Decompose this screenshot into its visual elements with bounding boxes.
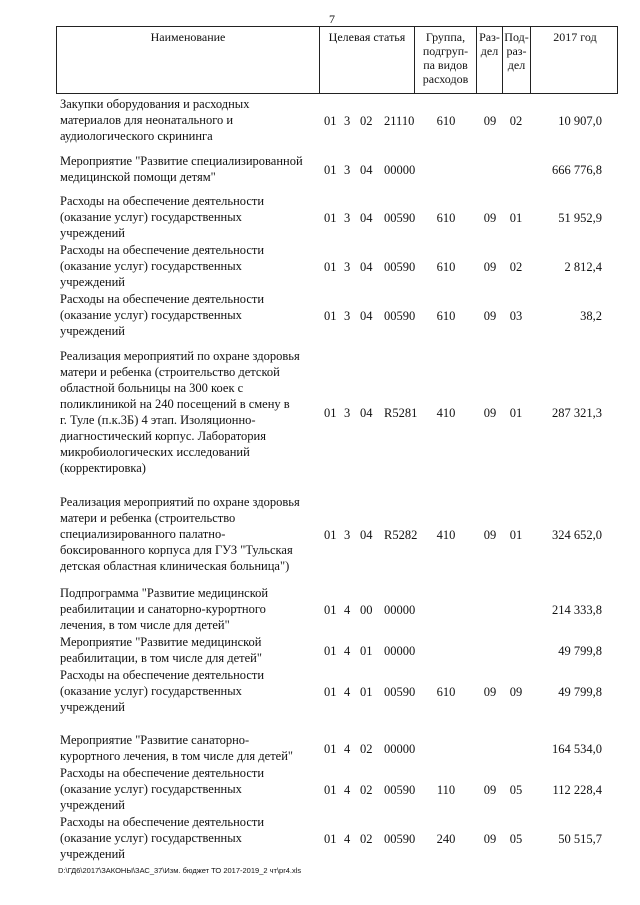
amount-2017: 50 515,7 [558, 832, 602, 846]
row-name-line: учреждений [60, 226, 125, 240]
section-code: 09 [483, 260, 497, 274]
row-name-line: Закупки оборудования и расходных [60, 97, 250, 111]
row-name-line: (оказание услуг) государственных [60, 308, 242, 322]
row-name-line: матери и ребенка (строительство [60, 511, 236, 525]
header-section-line: дел [480, 44, 499, 58]
row-name-line: г. Туле (п.к.3Б) 4 этап. Изоляционно- [60, 413, 256, 427]
row-name-line: медицинской помощи детям" [60, 170, 216, 184]
code-direction: 00000 [384, 742, 416, 756]
row-name [60, 667, 322, 715]
table-row [0, 634, 640, 666]
header-group-line: расходов [422, 72, 469, 86]
code-direction: 00590 [384, 211, 416, 225]
row-name-line: микробиологических исследований [60, 445, 250, 459]
header-subsection-line: Под- [504, 30, 529, 44]
header-year: 2017 год [530, 27, 619, 93]
subsection-code: 05 [509, 783, 523, 797]
code-program: 01 [324, 163, 337, 177]
row-name [60, 193, 322, 241]
table-row [0, 348, 640, 476]
expense-group: 410 [436, 528, 456, 542]
code-program: 01 [324, 603, 337, 617]
code-subprogram: 3 [344, 309, 351, 323]
row-name [60, 814, 322, 862]
subsection-code: 05 [509, 832, 523, 846]
section-code: 09 [483, 685, 497, 699]
expense-group: 610 [436, 211, 456, 225]
row-name-line: реабилитации, в том числе для детей" [60, 651, 262, 665]
code-program: 01 [324, 832, 337, 846]
code-event: 04 [360, 211, 373, 225]
row-name-line: матери и ребенка (строительство детской [60, 365, 280, 379]
amount-2017: 49 799,8 [558, 644, 602, 658]
row-name-line: боксированного корпуса для ГУЗ "Тульская [60, 543, 293, 557]
row-name [60, 494, 322, 574]
amount-2017: 38,2 [580, 309, 602, 323]
subsection-code: 09 [509, 685, 523, 699]
amount-2017: 666 776,8 [552, 163, 602, 177]
row-name-line: Расходы на обеспечение деятельности [60, 194, 265, 208]
row-name [60, 765, 322, 813]
code-direction: R5282 [384, 528, 418, 542]
header-name: Наименование [150, 30, 226, 44]
code-subprogram: 4 [344, 783, 351, 797]
table-row [0, 814, 640, 862]
subsection-code: 02 [509, 114, 523, 128]
header-expense-group [414, 27, 476, 93]
row-name-line: Мероприятие "Развитие специализированной [60, 154, 303, 168]
code-subprogram: 4 [344, 685, 351, 699]
table-row [0, 667, 640, 715]
table-row [0, 96, 640, 144]
table-row [0, 153, 640, 185]
row-name-line: Подпрограмма "Развитие медицинской [60, 586, 269, 600]
header-section-line: Раз- [479, 30, 500, 44]
subsection-code: 02 [509, 260, 523, 274]
row-name-line: Расходы на обеспечение деятельности [60, 766, 265, 780]
row-name-line: (оказание услуг) государственных [60, 782, 242, 796]
row-name [60, 634, 322, 666]
amount-2017: 324 652,0 [552, 528, 602, 542]
table-header [56, 26, 618, 94]
code-subprogram: 3 [344, 406, 351, 420]
code-event: 00 [360, 603, 373, 617]
row-name-line: детская областная клиническая больница") [60, 559, 290, 573]
row-name [60, 153, 322, 185]
section-code: 09 [483, 832, 497, 846]
code-direction: 00000 [384, 603, 416, 617]
expense-group: 240 [436, 832, 456, 846]
code-direction: 00590 [384, 260, 416, 274]
code-program: 01 [324, 783, 337, 797]
code-direction: 21110 [384, 114, 415, 128]
code-direction: 00590 [384, 783, 416, 797]
amount-2017: 49 799,8 [558, 685, 602, 699]
subsection-code: 03 [509, 309, 523, 323]
code-event: 04 [360, 406, 373, 420]
table-row [0, 494, 640, 574]
code-program: 01 [324, 309, 337, 323]
page-number: 7 [329, 12, 335, 26]
code-event: 01 [360, 685, 373, 699]
subsection-code: 01 [509, 406, 523, 420]
row-name-line: аудиологического скрининга [60, 129, 213, 143]
section-code: 09 [483, 211, 497, 225]
row-name [60, 348, 322, 476]
row-name-line: специализированного палатно- [60, 527, 226, 541]
row-name-line: (корректировка) [60, 461, 146, 475]
row-name-line: Мероприятие "Развитие санаторно- [60, 733, 250, 747]
code-event: 04 [360, 163, 373, 177]
row-name-line: Мероприятие "Развитие медицинской [60, 635, 262, 649]
row-name-line: Реализация мероприятий по охране здоровья [60, 495, 300, 509]
row-name-line: Расходы на обеспечение деятельности [60, 668, 265, 682]
row-name-line: учреждений [60, 275, 125, 289]
code-program: 01 [324, 742, 337, 756]
row-name-line: диагностический корпус. Лаборатория [60, 429, 266, 443]
row-name-line: учреждений [60, 700, 125, 714]
row-name [60, 242, 322, 290]
code-subprogram: 4 [344, 742, 351, 756]
code-subprogram: 3 [344, 528, 351, 542]
table-row [0, 765, 640, 813]
row-name-line: поликлиникой на 240 посещений в смену в [60, 397, 290, 411]
expense-group: 110 [436, 783, 456, 797]
section-code: 09 [483, 309, 497, 323]
header-target-article: Целевая статья [319, 27, 414, 93]
amount-2017: 214 333,8 [552, 603, 602, 617]
header-subsection-line: дел [507, 58, 526, 72]
row-name-line: (оказание услуг) государственных [60, 259, 242, 273]
code-event: 04 [360, 528, 373, 542]
code-event: 02 [360, 114, 373, 128]
table-row [0, 291, 640, 339]
code-subprogram: 4 [344, 832, 351, 846]
amount-2017: 287 321,3 [552, 406, 602, 420]
expense-group: 610 [436, 685, 456, 699]
row-name [60, 732, 322, 764]
table-row [0, 242, 640, 290]
header-subsection-line: раз- [506, 44, 527, 58]
header-section [476, 27, 502, 93]
row-name-line: учреждений [60, 798, 125, 812]
expense-group: 610 [436, 309, 456, 323]
code-program: 01 [324, 260, 337, 274]
subsection-code: 01 [509, 211, 523, 225]
code-direction: 00000 [384, 163, 416, 177]
table-row [0, 732, 640, 764]
code-subprogram: 3 [344, 163, 351, 177]
row-name-line: областной больницы на 300 коек с [60, 381, 244, 395]
amount-2017: 112 228,4 [552, 783, 602, 797]
row-name-line: Расходы на обеспечение деятельности [60, 815, 265, 829]
row-name-line: учреждений [60, 324, 125, 338]
code-program: 01 [324, 685, 337, 699]
row-name [60, 291, 322, 339]
code-subprogram: 4 [344, 644, 351, 658]
row-name-line: Расходы на обеспечение деятельности [60, 292, 265, 306]
file-path-footer: D:\ГД6\2017\ЗАКОНЫ\ЗАС_37\Изм. бюджет ТО 2017-2019_2 чт\pr4.xls [58, 866, 302, 875]
row-name-line: курортного лечения, в том числе для детей" [60, 749, 294, 763]
row-name-line: (оказание услуг) государственных [60, 210, 242, 224]
amount-2017: 164 534,0 [552, 742, 602, 756]
code-subprogram: 4 [344, 603, 351, 617]
section-code: 09 [483, 406, 497, 420]
header-group-line: па видов [423, 58, 468, 72]
code-program: 01 [324, 406, 337, 420]
code-subprogram: 3 [344, 211, 351, 225]
code-direction: 00000 [384, 644, 416, 658]
code-program: 01 [324, 114, 337, 128]
code-event: 02 [360, 783, 373, 797]
row-name-line: реабилитации и санаторно-курортного [60, 602, 266, 616]
amount-2017: 10 907,0 [558, 114, 602, 128]
code-event: 02 [360, 832, 373, 846]
row-name-line: (оказание услуг) государственных [60, 831, 242, 845]
code-direction: 00590 [384, 309, 416, 323]
header-group-line: подгруп- [422, 44, 469, 58]
row-name-line: материалов для неонатального и [60, 113, 234, 127]
row-name-line: Расходы на обеспечение деятельности [60, 243, 265, 257]
row-name [60, 96, 322, 144]
code-event: 04 [360, 260, 373, 274]
section-code: 09 [483, 528, 497, 542]
row-name-line: учреждений [60, 847, 125, 861]
code-program: 01 [324, 528, 337, 542]
row-name-line: Реализация мероприятий по охране здоровья [60, 349, 300, 363]
code-event: 04 [360, 309, 373, 323]
code-event: 02 [360, 742, 373, 756]
code-subprogram: 3 [344, 260, 351, 274]
row-name [60, 585, 322, 633]
code-direction: R5281 [384, 406, 418, 420]
amount-2017: 51 952,9 [558, 211, 602, 225]
code-direction: 00590 [384, 832, 416, 846]
row-name-line: лечения, в том числе для детей" [60, 618, 230, 632]
section-code: 09 [483, 114, 497, 128]
table-row [0, 585, 640, 633]
code-program: 01 [324, 211, 337, 225]
code-program: 01 [324, 644, 337, 658]
expense-group: 610 [436, 114, 456, 128]
header-subsection [502, 27, 530, 93]
code-subprogram: 3 [344, 114, 351, 128]
code-event: 01 [360, 644, 373, 658]
expense-group: 610 [436, 260, 456, 274]
amount-2017: 2 812,4 [564, 260, 602, 274]
expense-group: 410 [436, 406, 456, 420]
code-direction: 00590 [384, 685, 416, 699]
row-name-line: (оказание услуг) государственных [60, 684, 242, 698]
section-code: 09 [483, 783, 497, 797]
subsection-code: 01 [509, 528, 523, 542]
header-group-line: Группа, [425, 30, 466, 44]
table-row [0, 193, 640, 241]
